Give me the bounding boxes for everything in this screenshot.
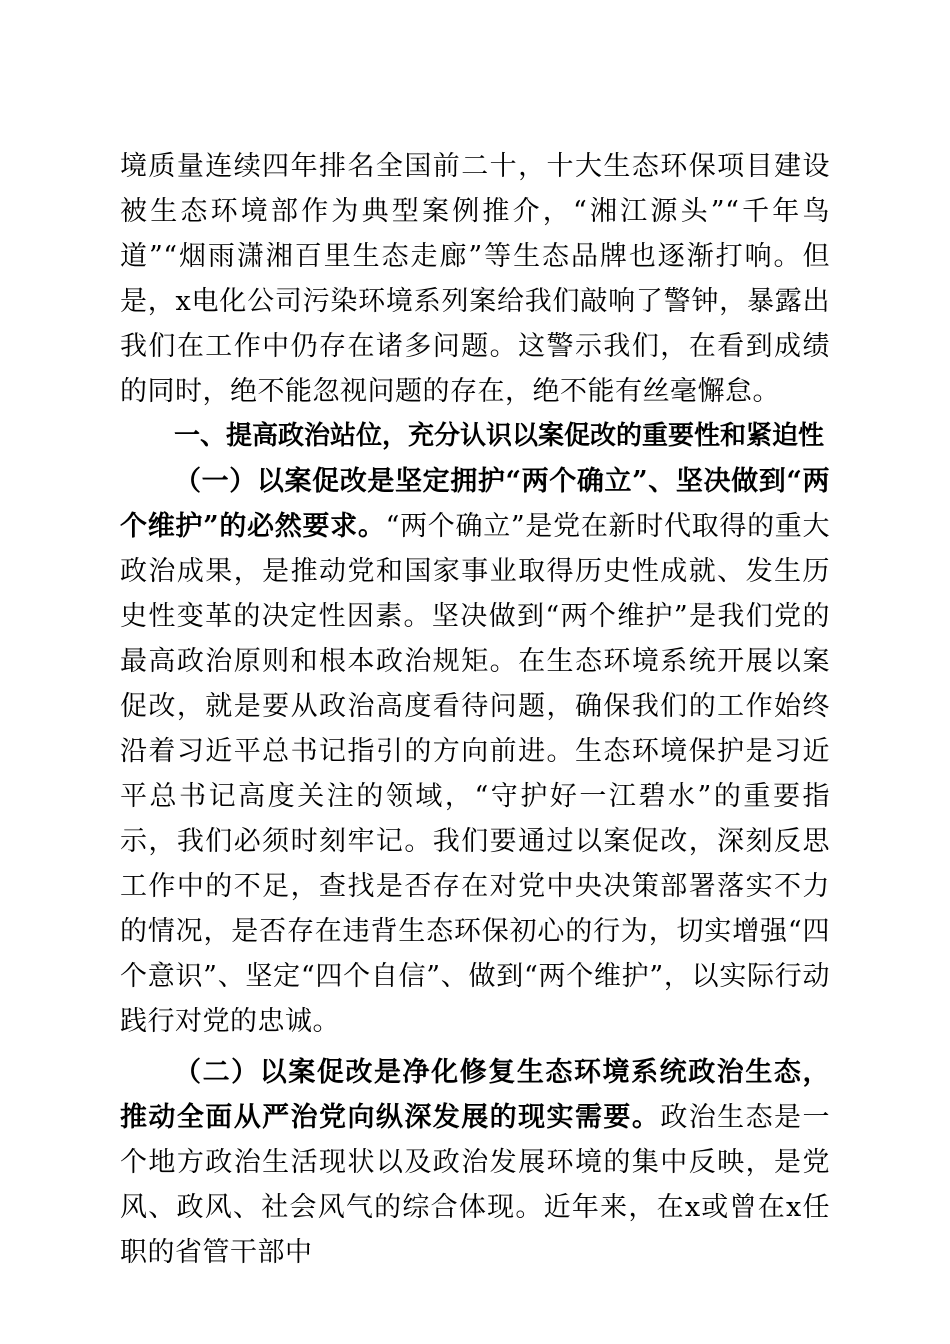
sub-paragraph-2: [120, 1050, 830, 1275]
sub-paragraph-1: [120, 459, 830, 1044]
document-page: [120, 144, 830, 1275]
sub-paragraph-2-text: 政治生态是一个地方政治生活现状以及政治发展环境的集中反映，是党风、政风、社会风气的综合体现。近年来，在x或曾在x任职的省管干部中: [120, 1102, 830, 1268]
sub-paragraph-2-lead: （二）以案促改是净化修复生态环境系统政治生态，推动全面从严治党向纵深发展的现实需要。: [120, 1057, 830, 1133]
sub-paragraph-1-text: “两个确立”是党在新时代取得的重大政治成果，是推动党和国家事业取得历史性成就、发生历史性变革的决定性因素。坚决做到“两个维护”是我们党的最高政治原则和根本政治规矩。在生态环境系统开展以案促改，就是要从政治高度看待问题，确保我们的工作始终沿着习近平总书记指引的方向前进。生态环境保护是习近平总书记高度关注的领域，“守护好一江碧水”的重要指示，我们必须时刻牢记。我们要通过以案促改，深刻反思工作中的不足，查找是否存在对党中央决策部署落实不力的情况，是否存在违背生态环保初心的行为，切实增强“四个意识”、坚定“四个自信”、做到“两个维护”，以实际行动践行对党的忠诚。: [120, 511, 830, 1037]
intro-paragraph: [120, 144, 830, 414]
section-heading: 一、提高政治站位，充分认识以案促改的重要性和紧迫性: [174, 421, 825, 451]
sub-paragraph-1-lead: （一）以案促改是坚定拥护“两个确立”、坚决做到“两个维护”的必然要求。: [120, 466, 830, 542]
intro-paragraph-text: 境质量连续四年排名全国前二十，十大生态环保项目建设被生态环境部作为典型案例推介，“湘江源头”“千年鸟道”“烟雨潇湘百里生态走廊”等生态品牌也逐渐打响。但是，x电化公司污染环境系列案给我们敲响了警钟，暴露出我们在工作中仍存在诸多问题。这警示我们，在看到成绩的同时，绝不能忽视问题的存在，绝不能有丝毫懈怠。: [120, 151, 830, 407]
